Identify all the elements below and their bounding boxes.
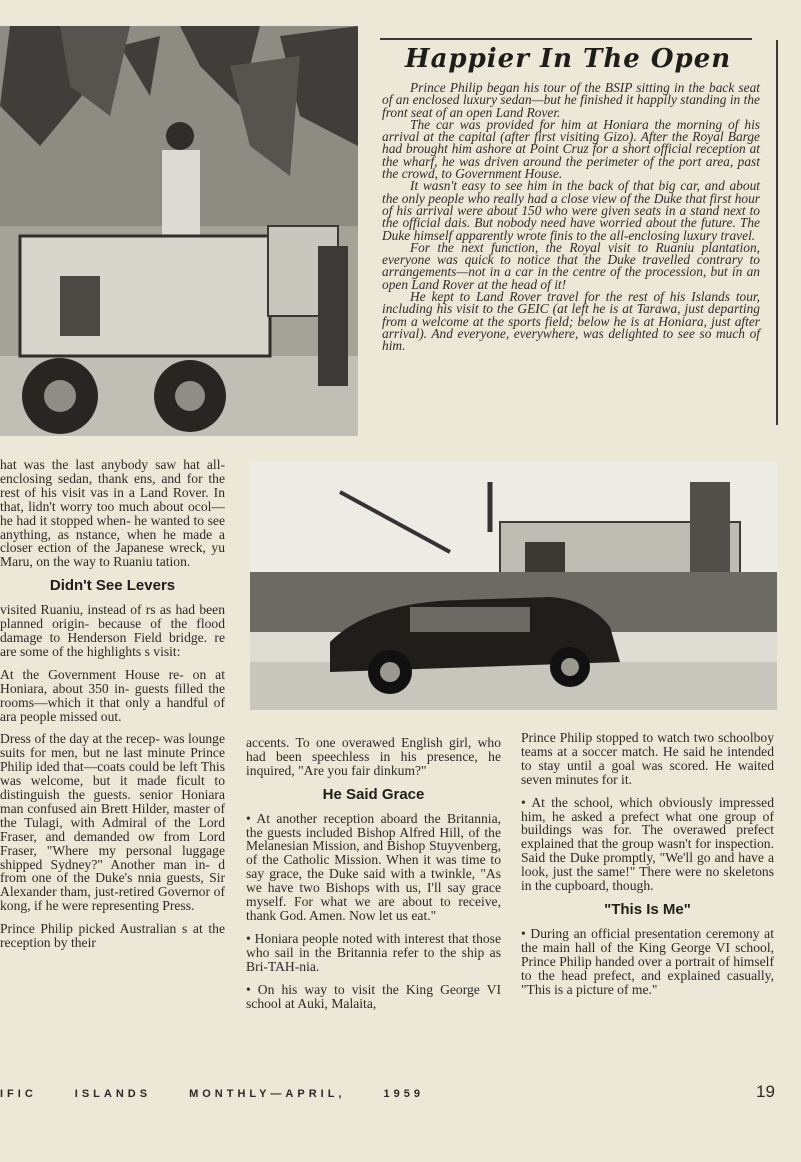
footer-part: ISLANDS <box>74 1088 152 1100</box>
article-paragraph: • At the school, which obviously impressed him, he asked a prefect what one group of buildings was for. The overawed prefect explained that the group wasn't for inspection. Said the Duke promptly, "We'll go and have a look, just the same!" There were no skeletons in the cupboard, though. <box>521 794 774 894</box>
subheading: He Said Grace <box>322 785 425 803</box>
article-paragraph: Prince Philip stopped to watch two schoolboy teams at a soccer match. He said he intended to stay until a goal was scored. He waited seven minutes for it. <box>521 730 774 787</box>
intro-paragraph: For the next function, the Royal visit to Ruaniu plantation, everyone was quick to notice that the Duke travelled contrary to arrangements—not in a car in the centre of the procession, but in an open Land Rover at the head of it! <box>382 239 760 292</box>
column-right <box>521 731 774 996</box>
intro-paragraph: It wasn't easy to see him in the back of that big car, and about the only people who really had a close view of the Duke that first hour of his arrival were about 150 who were given seats in a stand next to the official dais. But nobody need have worried about the future. The Duke himself apparently wrote finis to the all-enclosing luxury travel. <box>382 178 760 243</box>
article-paragraph: Prince Philip picked Australian s at the reception by their <box>0 921 225 951</box>
headline-rule <box>380 38 752 40</box>
article-paragraph: At the Government House re- on at Honiara, about 350 in- guests filled the rooms—which it that only a handful of ara people missed out. <box>0 666 225 724</box>
photo-car-honiara <box>250 462 777 710</box>
intro-paragraph: He kept to Land Rover travel for the rest of his Islands tour, including his visit to the GEIC (at left he is at Tarawa, just departing from a welcome at the sports field; below he is at Honiara, just after arrival). And everyone, everywhere, was delighted to see so much of him. <box>382 289 760 354</box>
footer-part: IFIC <box>0 1088 37 1100</box>
intro-text <box>382 82 760 353</box>
intro-paragraph: The car was provided for him at Honiara the morning of his arrival at the capital (after first visiting Gizo). After the Royal Barge had brought him ashore at Point Cruz for a short official reception at the wharf, he was driven around the perimeter of the port area, past the crowd, to Government House. <box>382 116 760 182</box>
subheading: "This Is Me" <box>604 900 691 918</box>
page-number: 19 <box>756 1082 775 1101</box>
column-left <box>0 458 225 950</box>
intro-paragraph: Prince Philip began his tour of the BSIP sitting in the back seat of an enclosed luxury sedan—but he finished it happily standing in the front seat of an open Land Rover. <box>382 80 760 120</box>
footer-part: MONTHLY—APRIL, <box>189 1088 346 1100</box>
side-rule <box>776 40 778 425</box>
subheading: Didn't See Levers <box>49 577 176 595</box>
column-middle <box>246 736 501 1010</box>
article-paragraph: visited Ruaniu, instead of rs as had been planned origin- because of the flood damage to Henderson Field bridge. re are some of the highlights s visit: <box>0 602 225 659</box>
article-paragraph: hat was the last anybody saw hat all-enclosing sedan, thank ens, and for the rest of his visit vas in a Land Rover. In that, lidn't worry too much about ocol—he had it stopped when- he wanted to see anything, as nstance, when he made a closer ection of the Japanese wreck, yu Maru, on the way to Ruaniu tation. <box>0 457 225 570</box>
article-paragraph: • During an official presentation ceremony at the main hall of the King George VI school, Prince Philip handed over a portrait of himself to the head prefect, and explained casually, "This is a picture of me." <box>521 925 774 997</box>
article-paragraph: • Honiara people noted with interest that those who sail in the Britannia refer to the ship as Bri-TAH-nia. <box>246 930 501 974</box>
running-footer <box>0 1088 560 1100</box>
article-paragraph: • On his way to visit the King George VI school at Auki, Malaita, <box>246 981 501 1011</box>
footer-year: 1959 <box>383 1088 424 1100</box>
article-paragraph: Dress of the day at the recep- was lounge suits for men, but ne last minute Prince Philip ided that—coats could be left This was welcome, but it made ficult to distinguish the guests. senior Honiara man confused ain Brett Hilder, master of the Tulagi, with Admiral of the Lord Fraser, and demanded ow from Lord Fraser, "Where my personal luggage shipped Sydney?" Another man in- d from one of the Duke's nnia guests, Sir Alexander tham, just-retired Governor of kong, if he were representing Press. <box>0 731 225 914</box>
article-paragraph: • At another reception aboard the Britannia, the guests included Bishop Alfred Hill, of the Melanesian Mission, and Bishop Stuyvenberg, of the Catholic Mission. When it was time to say grace, the Duke said with a twinkle, "As we have two Bishops with us, I'll say grace myself. For what we are about to receive, thank God. Amen. Now let us eat." <box>246 810 501 923</box>
article-headline: Happier In The Open <box>405 44 732 74</box>
photo-land-rover-tarawa <box>0 26 358 436</box>
article-paragraph: accents. To one overawed English girl, who had been speechless in his presence, he inquired, "Are you fair dinkum?" <box>246 735 501 778</box>
